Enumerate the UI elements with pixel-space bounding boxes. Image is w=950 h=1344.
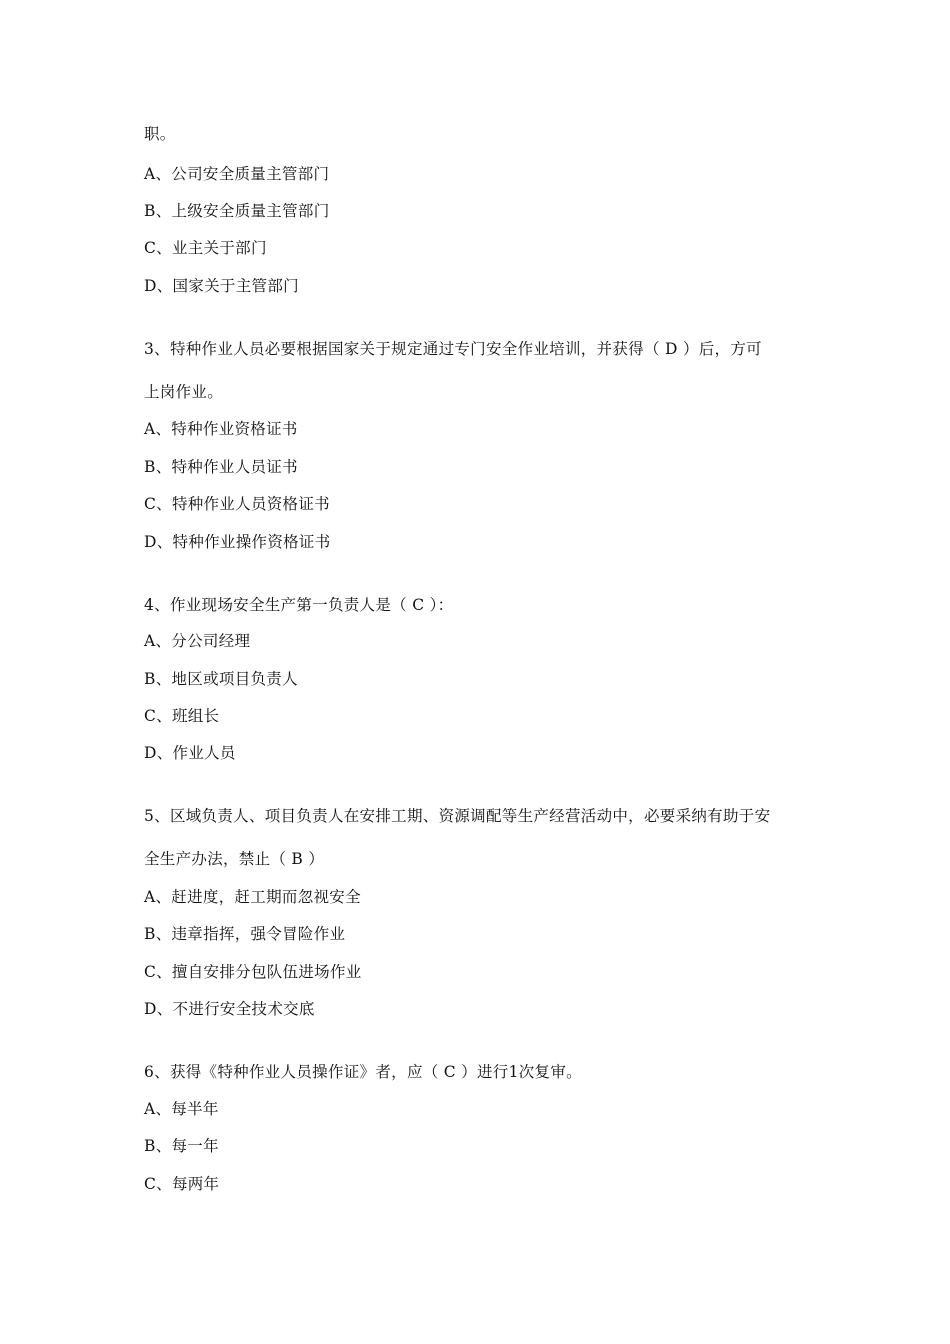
option-a: A、分公司经理	[144, 632, 251, 650]
option-d: D、特种作业操作资格证书	[144, 533, 331, 551]
question-6-stem: 6、获得《特种作业人员操作证》者，应（ C ）进行1次复审。	[144, 1063, 582, 1081]
option-a: A、公司安全质量主管部门	[144, 165, 330, 183]
question-2-stem-end: 职。	[144, 125, 176, 143]
question-5-stem-cont: 全生产办法，禁止（ B ）	[144, 850, 325, 868]
option-c: C、班组长	[144, 707, 220, 725]
option-b: B、上级安全质量主管部门	[144, 202, 330, 220]
option-b: B、每一年	[144, 1137, 219, 1155]
option-d: D、作业人员	[144, 744, 236, 762]
option-c: C、擅自安排分包队伍进场作业	[144, 963, 362, 981]
option-c: C、特种作业人员资格证书	[144, 495, 330, 513]
option-a: A、赶进度，赶工期而忽视安全	[144, 888, 361, 906]
option-d: D、不进行安全技术交底	[144, 1000, 315, 1018]
question-3-stem: 3、特种作业人员必要根据国家关于规定通过专门安全作业培训，并获得（ D ）后，方可	[144, 340, 762, 358]
question-4-stem: 4、作业现场安全生产第一负责人是（ C ）：	[144, 596, 454, 614]
question-3-stem-cont: 上岗作业。	[144, 383, 224, 401]
option-c: C、业主关于部门	[144, 239, 267, 257]
option-c: C、每两年	[144, 1175, 220, 1193]
option-b: B、特种作业人员证书	[144, 458, 298, 476]
option-d: D、国家关于主管部门	[144, 277, 299, 295]
question-5-stem: 5、区域负责人、项目负责人在安排工期、资源调配等生产经营活动中，必要采纳有助于安	[144, 807, 771, 825]
option-b: B、地区或项目负责人	[144, 670, 298, 688]
option-a: A、每半年	[144, 1100, 219, 1118]
option-a: A、特种作业资格证书	[144, 420, 298, 438]
option-b: B、违章指挥，强令冒险作业	[144, 925, 346, 943]
